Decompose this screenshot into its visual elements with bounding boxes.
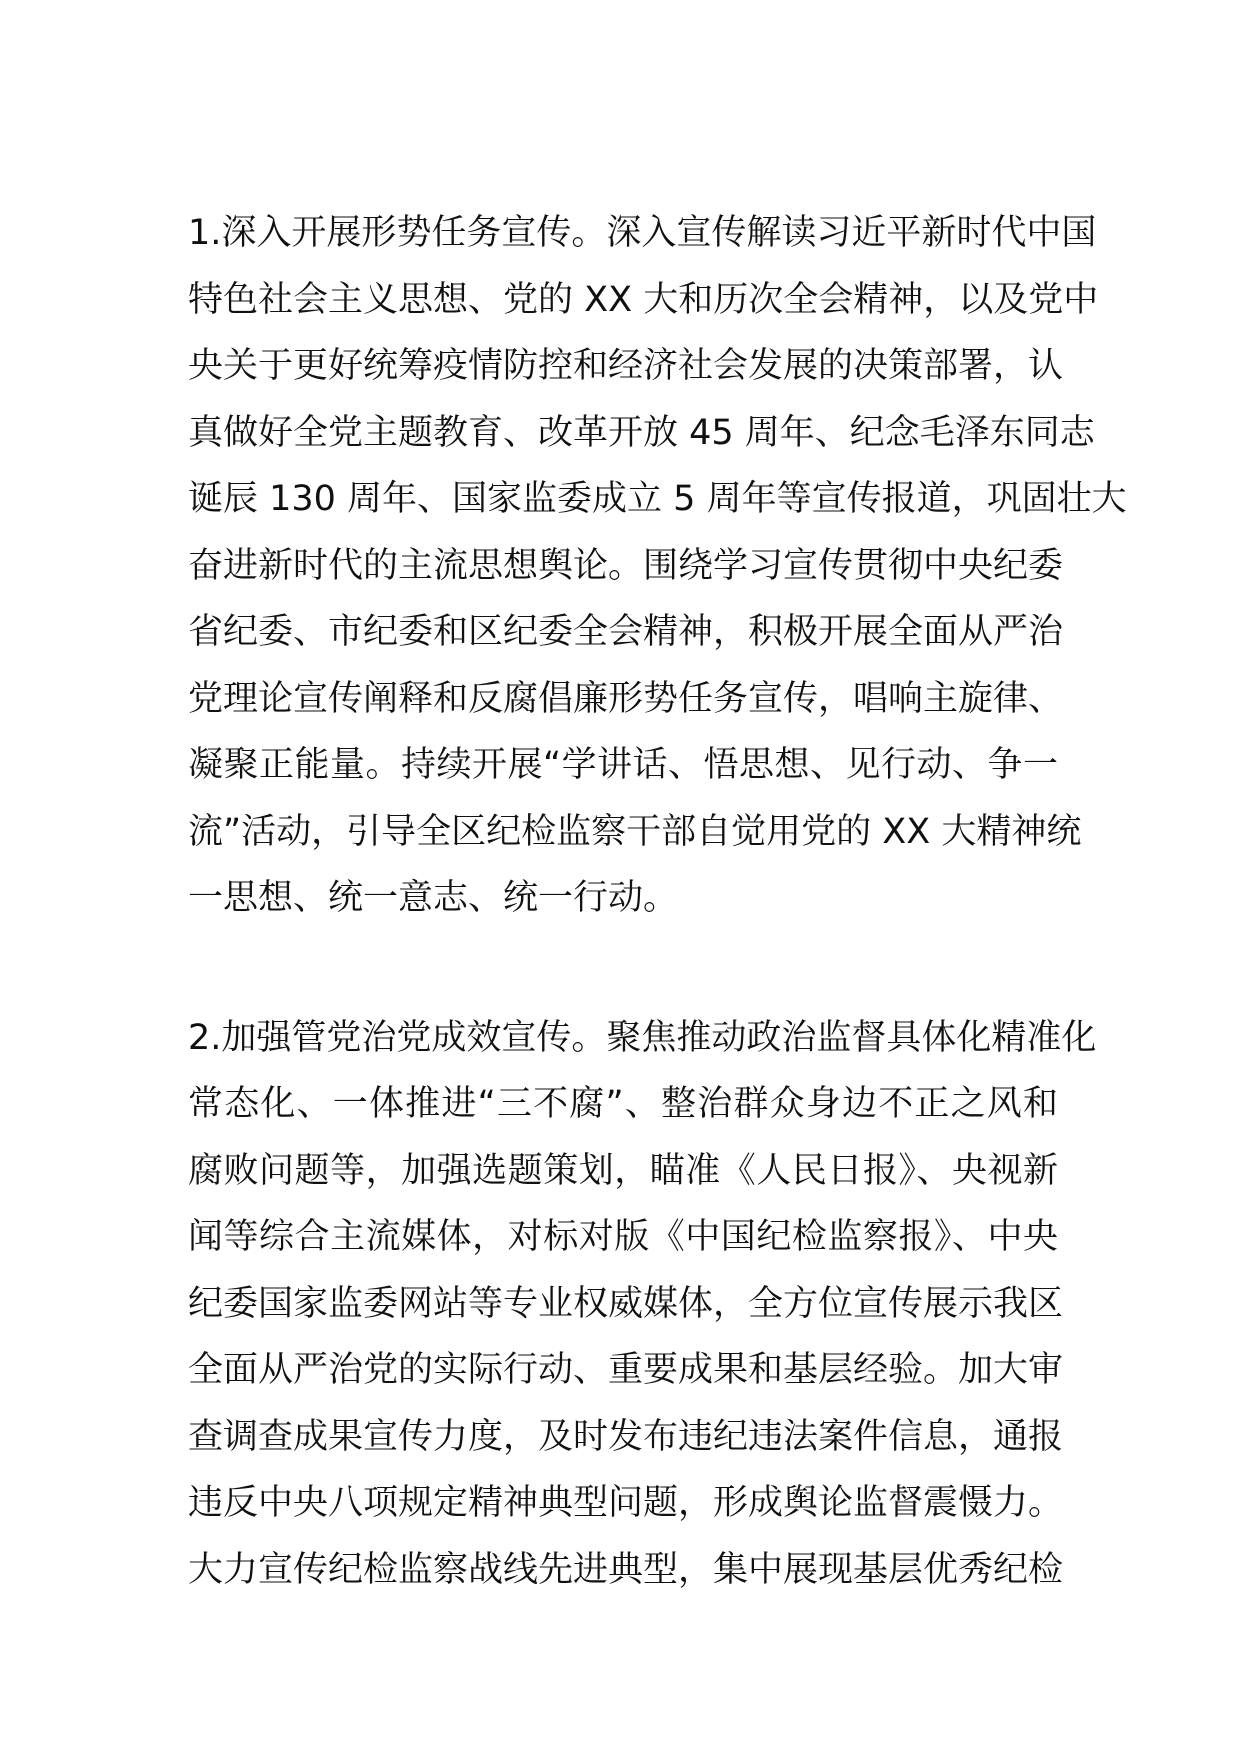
document-body xyxy=(188,200,1127,1603)
paragraph-line: 纪委国家监委网站等专业权威媒体，全方位宣传展示我区 xyxy=(188,1283,1064,1324)
paragraph-line: 奋进新时代的主流思想舆论。围绕学习宣传贯彻中央纪委 xyxy=(188,545,1064,586)
paragraph-line: 查调查成果宣传力度，及时发布违纪违法案件信息，通报 xyxy=(188,1416,1064,1457)
paragraph-line: 真做好全党主题教育、改革开放 45 周年、纪念毛泽东同志 xyxy=(188,412,1095,453)
paragraph-line: 大力宣传纪检监察战线先进典型，集中展现基层优秀纪检 xyxy=(188,1549,1064,1590)
paragraph-2 xyxy=(188,1005,1097,1604)
paragraph-line: 省纪委、市纪委和区纪委全会精神，积极开展全面从严治 xyxy=(188,612,1064,652)
paragraph-line: 党理论宣传阐释和反腐倡廉形势任务宣传，唱响主旋律、 xyxy=(188,678,1064,719)
paragraph-line: 2.加强管党治党成效宣传。聚焦推动政治监督具体化精准化 xyxy=(188,1017,1097,1058)
paragraph-line: 一思想、统一意志、统一行动。 xyxy=(188,878,679,918)
paragraph-line: 违反中央八项规定精神典型问题，形成舆论监督震慑力。 xyxy=(188,1483,1064,1523)
paragraph-line: 央关于更好统筹疫情防控和经济社会发展的决策部署，认 xyxy=(188,346,1064,386)
paragraph-line: 常态化、一体推进“三不腐”、整治群众身边不正之风和 xyxy=(188,1084,1058,1124)
paragraph-line: 流”活动，引导全区纪检监察干部自觉用党的 XX 大精神统 xyxy=(188,811,1082,852)
paragraph-line: 诞辰 130 周年、国家监委成立 5 周年等宣传报道，巩固壮大 xyxy=(188,479,1127,519)
paragraph-line: 凝聚正能量。持续开展“学讲话、悟思想、见行动、争一 xyxy=(188,745,1058,785)
paragraph-spacer xyxy=(188,932,1058,1005)
paragraph-line: 全面从严治党的实际行动、重要成果和基层经验。加大审 xyxy=(188,1350,1064,1390)
paragraph-line: 1.深入开展形势任务宣传。深入宣传解读习近平新时代中国 xyxy=(188,213,1097,253)
paragraph-1 xyxy=(188,200,1127,932)
paragraph-line: 闻等综合主流媒体，对标对版《中国纪检监察报》、中央 xyxy=(188,1217,1058,1257)
paragraph-line: 特色社会主义思想、党的 XX 大和历次全会精神，以及党中 xyxy=(188,279,1099,320)
paragraph-line: 腐败问题等，加强选题策划，瞄准《人民日报》、央视新 xyxy=(188,1150,1058,1191)
